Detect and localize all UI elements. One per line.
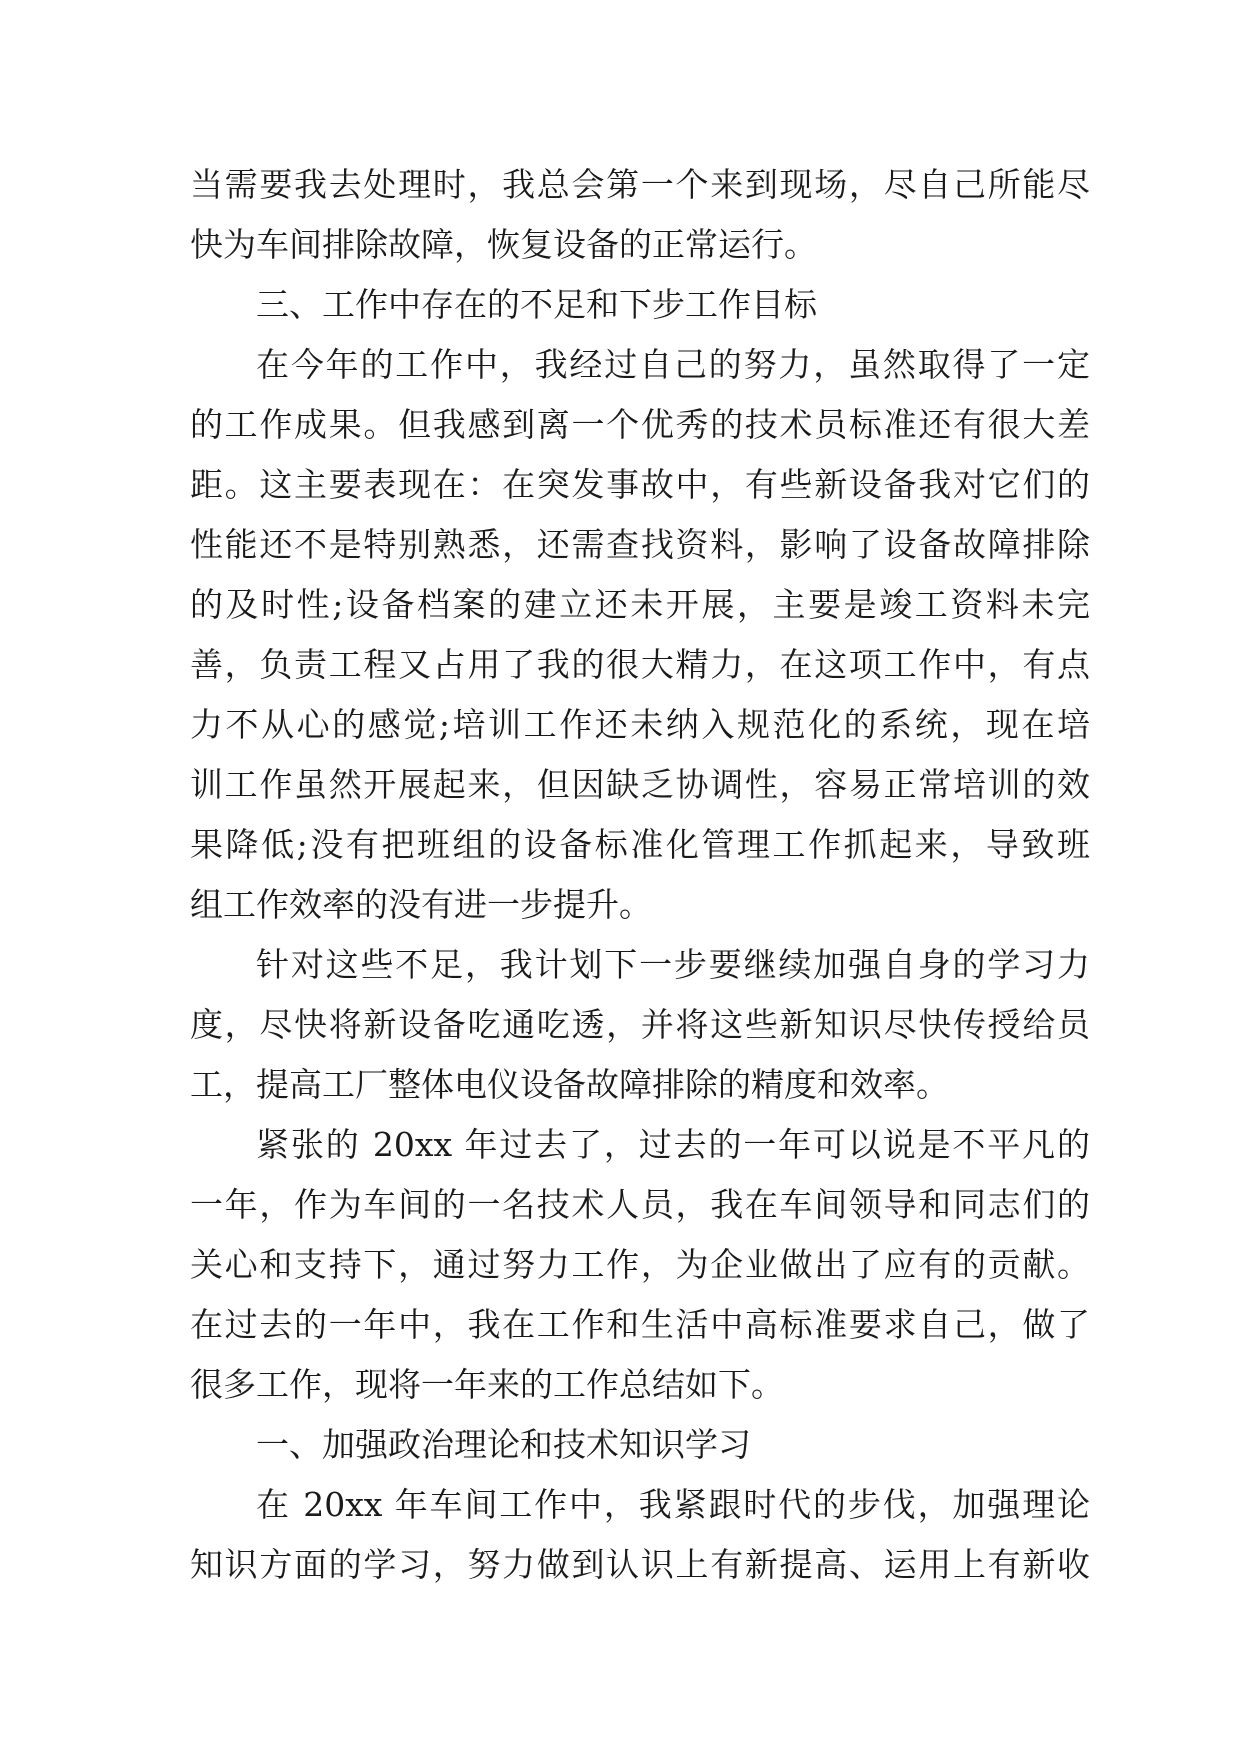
text-line-13: 组工作效率的没有进一步提升。 [190,885,652,924]
section-heading-3: 三、工作中存在的不足和下步工作目标 [256,285,817,324]
text-line-18: 一年，作为车间的一名技术人员，我在车间领导和同志们的 [190,1185,1090,1224]
text-line-24: 知识方面的学习，努力做到认识上有新提高、运用上有新收 [190,1545,1090,1584]
text-line-23: 在 20xx 年车间工作中，我紧跟时代的步伐，加强理论 [256,1485,1090,1524]
text-line-20: 在过去的一年中，我在工作和生活中高标准要求自己，做了 [190,1305,1090,1344]
text-line-10: 力不从心的感觉;培训工作还未纳入规范化的系统，现在培 [190,705,1090,744]
text-line-5: 的工作成果。但我感到离一个优秀的技术员标准还有很大差 [190,405,1090,444]
text-line-15: 度，尽快将新设备吃通吃透，并将这些新知识尽快传授给员 [190,1005,1090,1044]
text-line-17: 紧张的 20xx 年过去了，过去的一年可以说是不平凡的 [256,1125,1090,1164]
text-line-4: 在今年的工作中，我经过自己的努力，虽然取得了一定 [256,345,1090,384]
text-line-1: 当需要我去处理时，我总会第一个来到现场，尽自己所能尽 [190,165,1090,204]
text-line-2: 快为车间排除故障，恢复设备的正常运行。 [190,225,817,264]
text-line-12: 果降低;没有把班组的设备标准化管理工作抓起来，导致班 [190,825,1090,864]
section-heading-22: 一、加强政治理论和技术知识学习 [256,1425,751,1464]
text-line-7: 性能还不是特别熟悉，还需查找资料，影响了设备故障排除 [190,525,1090,564]
text-line-6: 距。这主要表现在：在突发事故中，有些新设备我对它们的 [190,465,1090,504]
text-line-19: 关心和支持下，通过努力工作，为企业做出了应有的贡献。 [190,1245,1090,1284]
text-line-9: 善，负责工程又占用了我的很大精力，在这项工作中，有点 [190,645,1090,684]
text-line-16: 工，提高工厂整体电仪设备故障排除的精度和效率。 [190,1065,949,1104]
text-line-14: 针对这些不足，我计划下一步要继续加强自身的学习力 [256,945,1090,984]
text-line-8: 的及时性;设备档案的建立还未开展，主要是竣工资料未完 [190,585,1090,624]
text-line-21: 很多工作，现将一年来的工作总结如下。 [190,1365,784,1404]
text-line-11: 训工作虽然开展起来，但因缺乏协调性，容易正常培训的效 [190,765,1090,804]
